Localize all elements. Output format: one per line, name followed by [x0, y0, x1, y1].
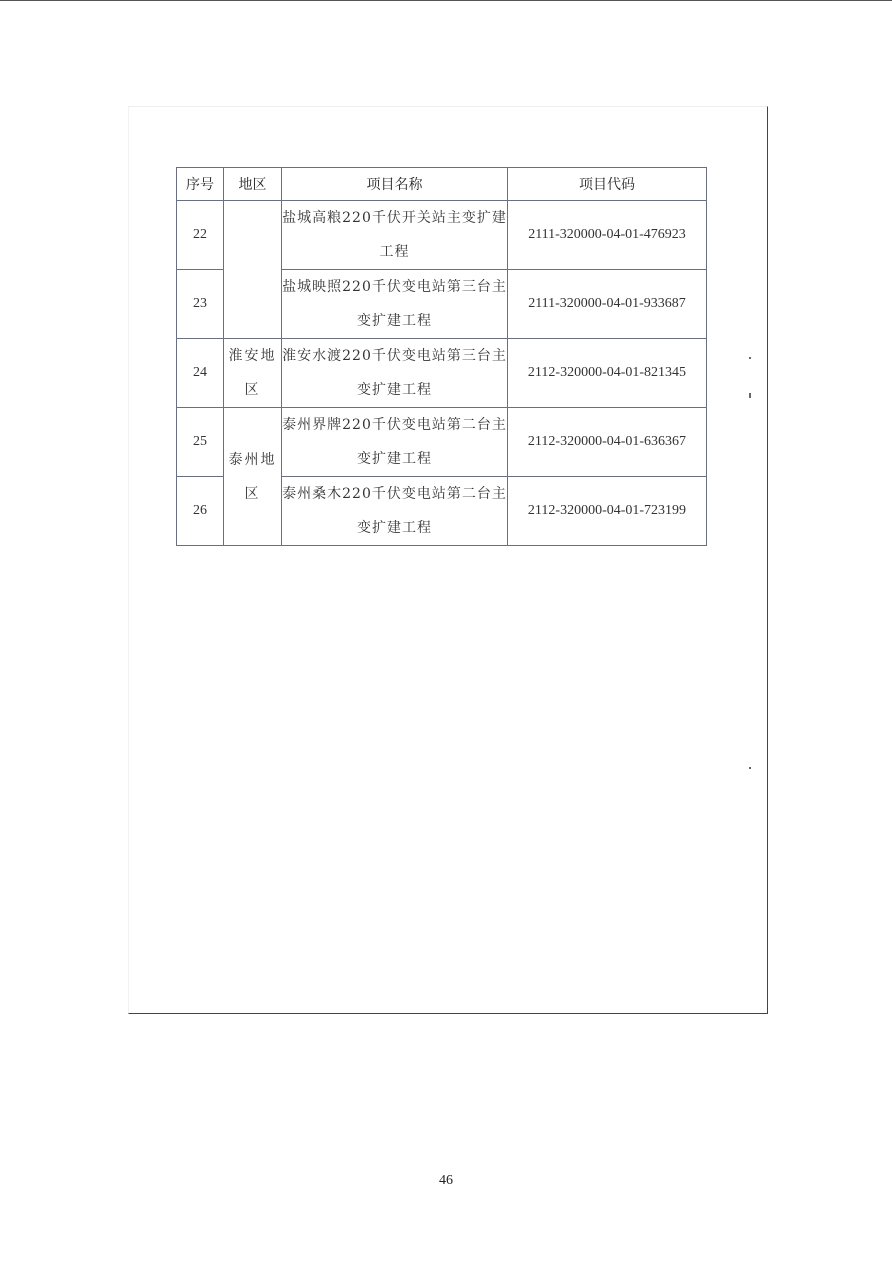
table-header-row: [177, 168, 707, 201]
row-project-name: 盐城映照220千伏变电站第三台主变扩建工程: [282, 270, 508, 339]
project-table: [176, 167, 707, 546]
table-row: [177, 339, 707, 408]
scan-speck: [749, 357, 751, 359]
header-serial: 序号: [177, 168, 224, 201]
row-region-empty: [224, 201, 282, 339]
header-region: 地区: [224, 168, 282, 201]
top-rule: [0, 0, 892, 1]
row-project-code: 2111-320000-04-01-476923: [508, 201, 707, 270]
header-project-name: 项目名称: [282, 168, 508, 201]
row-serial: 25: [177, 408, 224, 477]
scan-speck: [749, 767, 751, 769]
header-project-code: 项目代码: [508, 168, 707, 201]
row-project-name: 泰州界牌220千伏变电站第二台主变扩建工程: [282, 408, 508, 477]
row-project-name: 盐城高粮220千伏开关站主变扩建工程: [282, 201, 508, 270]
scan-speck: [749, 393, 751, 398]
row-project-code: 2112-320000-04-01-723199: [508, 477, 707, 546]
row-serial: 24: [177, 339, 224, 408]
page-number: 46: [439, 1173, 453, 1188]
row-region-huaian: 淮安地区: [224, 339, 282, 408]
row-project-code: 2112-320000-04-01-636367: [508, 408, 707, 477]
row-project-code: 2111-320000-04-01-933687: [508, 270, 707, 339]
row-region-taizhou: 泰州地区: [224, 408, 282, 546]
row-serial: 26: [177, 477, 224, 546]
row-serial: 22: [177, 201, 224, 270]
table-row: [177, 408, 707, 477]
row-project-code: 2112-320000-04-01-821345: [508, 339, 707, 408]
row-serial: 23: [177, 270, 224, 339]
row-project-name: 泰州桑木220千伏变电站第二台主变扩建工程: [282, 477, 508, 546]
table-row: [177, 201, 707, 270]
row-project-name: 淮安水渡220千伏变电站第三台主变扩建工程: [282, 339, 508, 408]
